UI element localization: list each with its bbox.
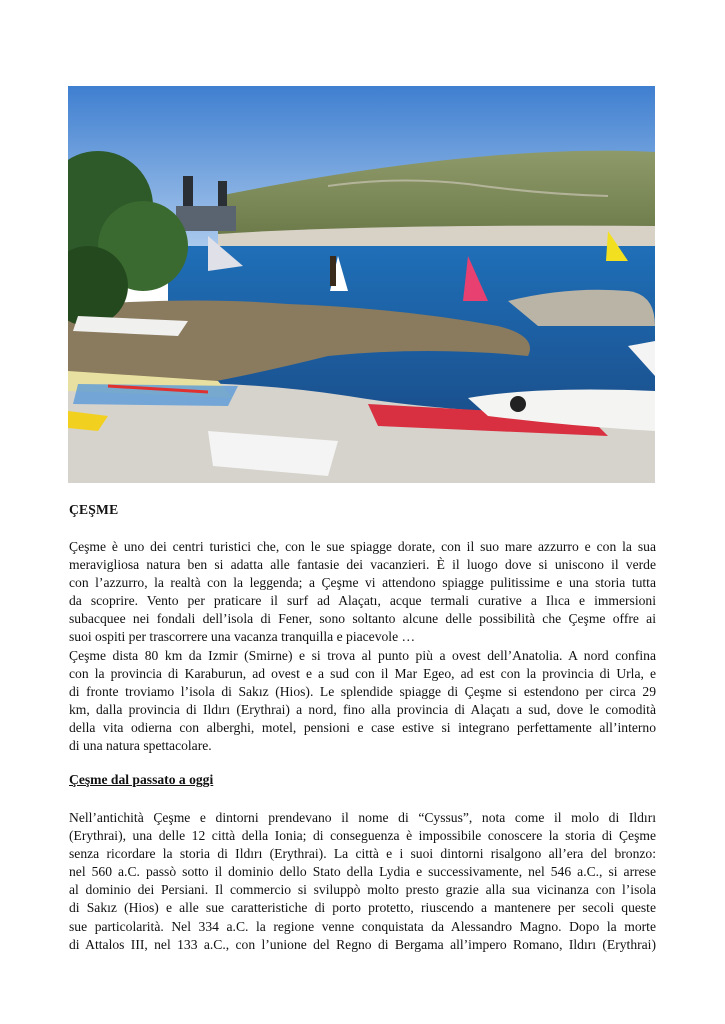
text-line: della vita odierna con alberghi, motel, pensioni e case estive si integrano perfettamente all’interno xyxy=(69,720,656,736)
text-line: Çeşme dista 80 km da Izmir (Smirne) e si trova al punto più a ovest dell’Anatolia. A nord confina xyxy=(69,648,656,663)
text-line: di una natura spettacolare. xyxy=(69,738,212,754)
text-line: di fronte troviamo l’isola di Sakız (Hios). Le splendide spiagge di Çeşme si estendono per circa 29 xyxy=(69,684,656,700)
beach-windsurf-photo xyxy=(68,86,655,483)
text-line: nel 560 a.C. passò sotto il dominio dello Stato della Lydia e successivamente, nel 546 a.C., si arrese xyxy=(69,864,656,880)
text-line: (Erythrai), una delle 12 città della Ionia; di conseguenza è impossibile conoscere la storia di Çeşme xyxy=(69,828,656,844)
text-line: di Sakız (Hios) e alle sue caratteristiche di porto protetto, riuscendo a mantenere per secoli queste xyxy=(69,900,656,916)
text-line: suoi ospiti per trascorrere una vacanza tranquilla e piacevole … xyxy=(69,629,416,645)
text-line: km, dalla provincia di Ildırı (Erythrai) a nord, fino alla provincia di Alaçatı a sud, dove le comodità xyxy=(69,702,656,718)
text-line: da scoprire. Vento per praticare il surf ad Alaçatı, acque termali curative a Ilıca e immersioni xyxy=(69,593,656,609)
location-paragraph xyxy=(69,647,656,756)
section-heading: Çeşme dal passato a oggi xyxy=(69,772,214,787)
text-line: al dominio dei Persiani. Il commercio si sviluppò molto presto grazie alla sua vicinanza con l’isola xyxy=(69,882,656,898)
text-line: subacquee nei fondali dell’isola di Fener, sono soltanto alcune delle possibilità che Çeşme offre ai xyxy=(69,611,656,627)
text-line: con la provincia di Karaburun, ad ovest e a sud con il Mar Egeo, ad est con la provincia di Urla, e xyxy=(69,666,656,682)
text-line: sue particolarità. Nel 334 a.C. la regione venne conquistata da Alessandro Magno. Dopo la morte xyxy=(69,918,656,934)
text-line: Nell’antichità Çeşme e dintorni prendevano il nome di “Cyssus”, nota come il molo di Ildırı xyxy=(69,810,656,825)
page-title: ÇEŞME xyxy=(69,502,119,517)
text-line: con l’azzurro, la realtà con la leggenda; a Çeşme vi attendono spiagge pulitissime e una storia tutta xyxy=(69,575,656,591)
text-line: Çeşme è uno dei centri turistici che, con le sue spiagge dorate, con il suo mare azzurro e con la sua xyxy=(69,539,656,554)
intro-paragraph xyxy=(69,538,656,647)
text-line: senza ricordare la storia di Ildırı (Erythrai). La città e i suoi dintorni risalgono all’era del bronzo: xyxy=(69,846,656,862)
text-line: meravigliosa natura ben si adatta alle fantasie dei vacanzieri. È il luogo dove si uniscono il verde xyxy=(69,557,656,573)
history-paragraph xyxy=(69,809,656,954)
text-line: di Attalos III, nel 133 a.C., con l’unione del Regno di Bergama all’impero Romano, Ildırı (Erythrai) xyxy=(69,936,656,952)
photo-illustration xyxy=(68,86,655,483)
